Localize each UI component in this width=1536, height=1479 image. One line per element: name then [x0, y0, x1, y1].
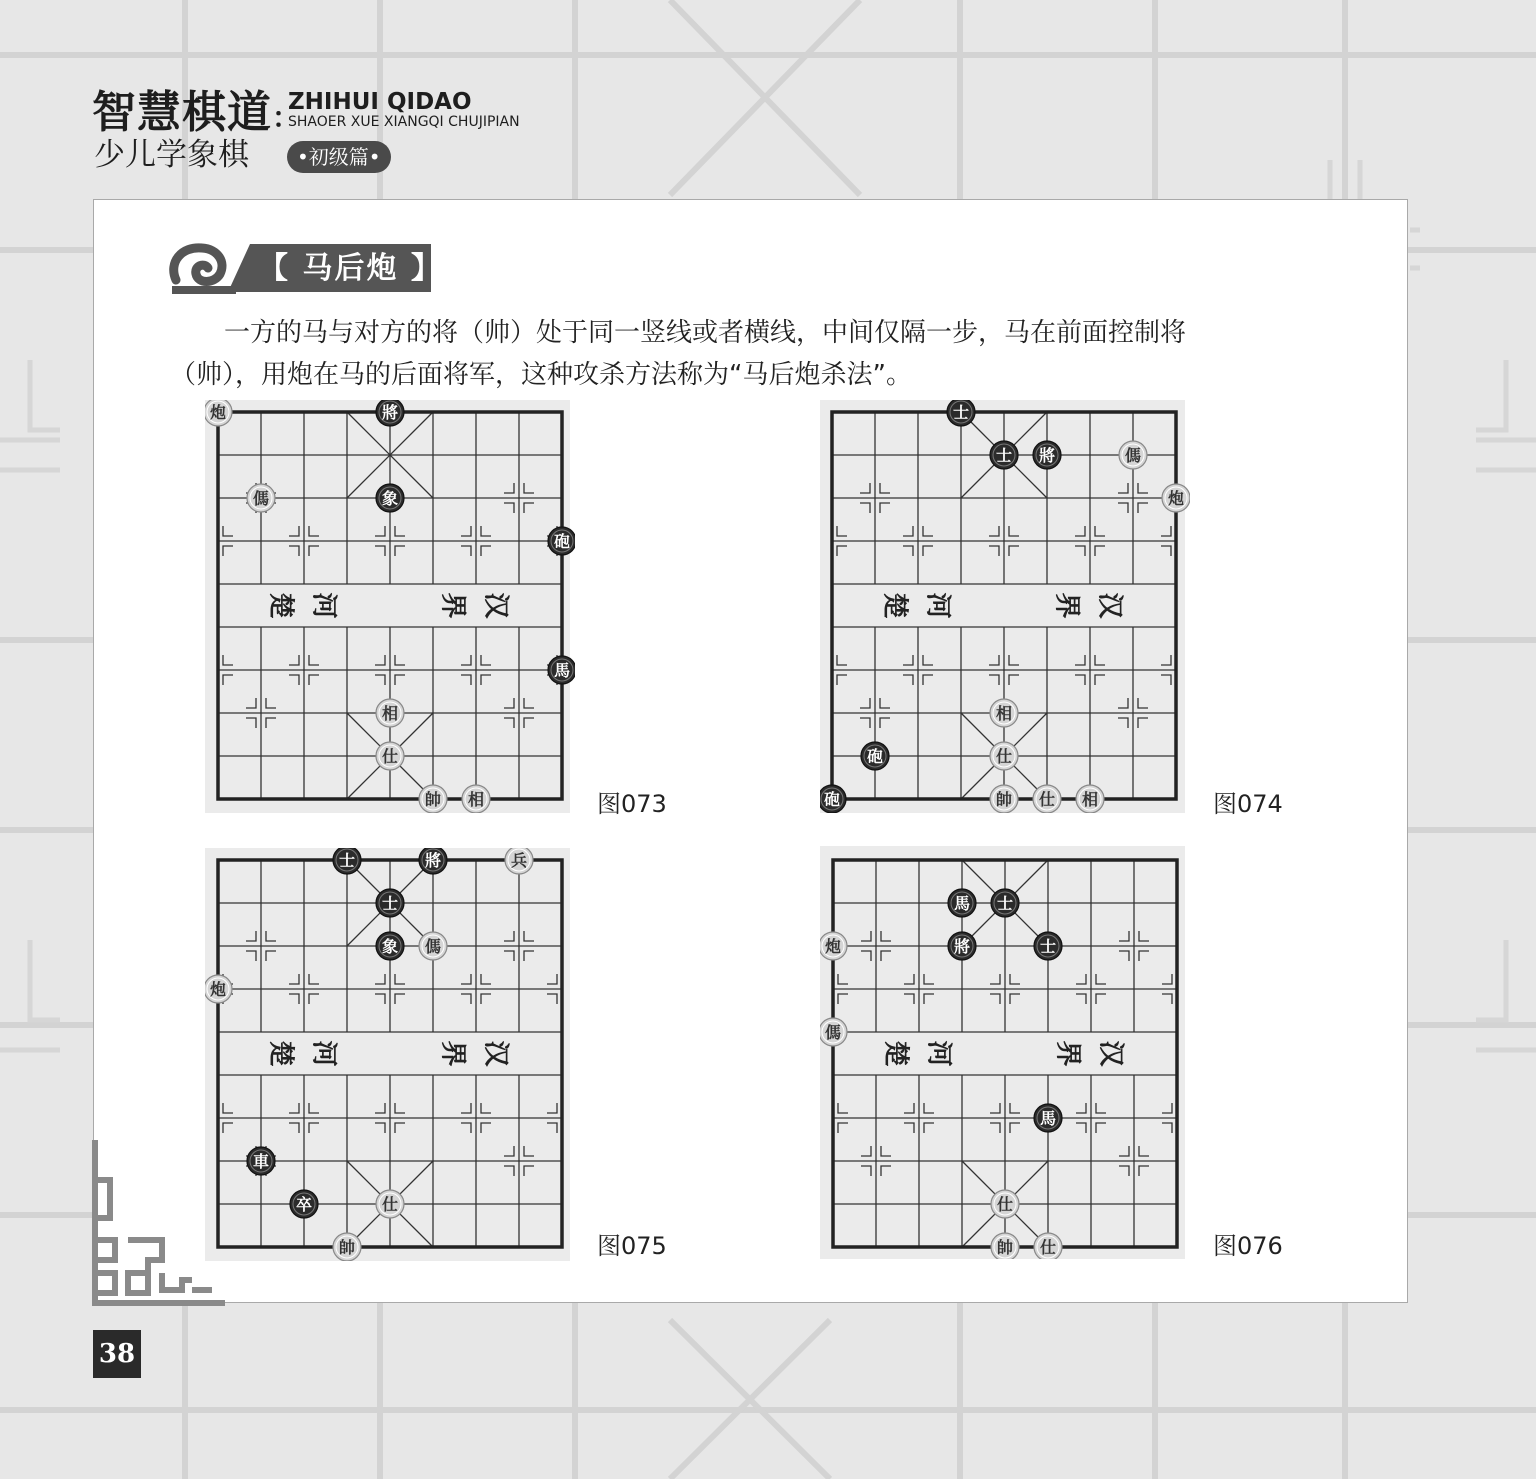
- river-jie: 界: [1052, 1040, 1083, 1067]
- cloud-swirl-icon: [168, 240, 240, 296]
- chess-piece-red: [990, 785, 1018, 813]
- chess-piece-red: [419, 932, 447, 960]
- chess-piece-black: [990, 441, 1018, 469]
- svg-text:仕: 仕: [381, 1195, 399, 1214]
- chess-piece-red: [1033, 785, 1061, 813]
- river-jie: 界: [437, 1040, 468, 1067]
- chess-piece-black: [948, 932, 976, 960]
- svg-text:馬: 馬: [553, 661, 571, 680]
- chess-piece-red: [991, 1190, 1019, 1218]
- chess-piece-red: [1034, 1233, 1062, 1259]
- svg-text:相: 相: [467, 790, 485, 809]
- intro-line-1: 一方的马与对方的将（帅）处于同一竖线或者横线，中间仅隔一步，马在前面控制将: [224, 318, 1187, 348]
- chess-piece-red: [1076, 785, 1104, 813]
- chess-piece-red: [820, 1018, 847, 1046]
- board-diagram-074: [820, 400, 1190, 813]
- chess-piece-black: [1034, 932, 1062, 960]
- svg-text:馬: 馬: [1039, 1109, 1057, 1128]
- svg-text:士: 士: [381, 894, 399, 913]
- svg-text:炮: 炮: [209, 403, 227, 422]
- chess-piece-red: [505, 848, 533, 874]
- svg-text:砲: 砲: [553, 532, 571, 551]
- corner-fret-ornament: [92, 1140, 232, 1310]
- svg-text:傌: 傌: [1124, 446, 1142, 465]
- chess-piece-black: [290, 1190, 318, 1218]
- chess-piece-black: [1033, 441, 1061, 469]
- river-chu: 楚: [265, 1040, 296, 1067]
- chess-piece-black: [1034, 1104, 1062, 1132]
- svg-text:相: 相: [381, 704, 399, 723]
- chess-piece-red: [205, 975, 232, 1003]
- chess-piece-black: [548, 656, 575, 684]
- chess-piece-red: [820, 932, 847, 960]
- chess-piece-red: [1119, 441, 1147, 469]
- chess-piece-black: [333, 848, 361, 874]
- chess-piece-black: [948, 889, 976, 917]
- river-jie: 界: [437, 592, 468, 619]
- chess-piece-black: [947, 400, 975, 426]
- svg-text:帥: 帥: [995, 790, 1013, 809]
- svg-text:相: 相: [995, 704, 1013, 723]
- svg-text:兵: 兵: [510, 851, 528, 870]
- intro-line-2: （帅），用炮在马的后面将军，这种攻杀方法称为“马后炮杀法”。: [170, 360, 912, 390]
- river-he: 河: [922, 592, 953, 619]
- chess-piece-black: [247, 1147, 275, 1175]
- book-title: 少儿学象棋: [94, 137, 249, 173]
- page-number: 38: [93, 1330, 141, 1378]
- svg-text:砲: 砲: [823, 790, 841, 809]
- svg-text:士: 士: [1039, 937, 1057, 956]
- svg-text:帥: 帥: [424, 790, 442, 809]
- river-he: 河: [308, 1040, 339, 1067]
- chess-piece-black: [548, 527, 575, 555]
- figure-label-076: 图076: [1213, 1232, 1283, 1260]
- svg-text:仕: 仕: [995, 747, 1013, 766]
- level-badge: •初级篇•: [287, 141, 391, 173]
- svg-text:仕: 仕: [996, 1195, 1014, 1214]
- figure-label-074: 图074: [1213, 790, 1283, 818]
- svg-text:將: 將: [424, 851, 442, 870]
- svg-text:卒: 卒: [295, 1195, 313, 1214]
- river-han: 汉: [1095, 1040, 1126, 1067]
- svg-text:仕: 仕: [381, 747, 399, 766]
- chess-piece-black: [376, 932, 404, 960]
- svg-text:士: 士: [338, 851, 356, 870]
- book-pinyin: SHAOER XUE XIANGQI CHUJIPIAN: [288, 114, 520, 130]
- chess-piece-red: [990, 742, 1018, 770]
- svg-text:傌: 傌: [824, 1023, 842, 1042]
- svg-text:仕: 仕: [1038, 790, 1056, 809]
- river-he: 河: [923, 1040, 954, 1067]
- river-han: 汉: [1094, 592, 1125, 619]
- chess-piece-red: [990, 699, 1018, 727]
- chess-piece-black: [991, 889, 1019, 917]
- svg-text:馬: 馬: [953, 894, 971, 913]
- svg-text:士: 士: [952, 403, 970, 422]
- svg-text:象: 象: [381, 937, 399, 956]
- svg-text:相: 相: [1081, 790, 1099, 809]
- chess-piece-red: [1162, 484, 1190, 512]
- intro-paragraph: [170, 312, 1365, 396]
- svg-text:車: 車: [252, 1152, 270, 1171]
- chess-piece-black: [376, 400, 404, 426]
- board-diagram-076: [820, 846, 1190, 1259]
- svg-text:傌: 傌: [424, 937, 442, 956]
- svg-text:士: 士: [995, 446, 1013, 465]
- figure-label-073: 图073: [597, 790, 667, 818]
- river-han: 汉: [480, 1040, 511, 1067]
- chess-piece-red: [462, 785, 490, 813]
- chess-piece-red: [376, 742, 404, 770]
- chess-piece-black: [419, 848, 447, 874]
- svg-text:將: 將: [381, 403, 399, 422]
- chess-piece-red: [247, 484, 275, 512]
- board-diagram-073: [205, 400, 575, 813]
- river-han: 汉: [480, 592, 511, 619]
- svg-text:砲: 砲: [866, 747, 884, 766]
- svg-text:炮: 炮: [1167, 489, 1185, 508]
- river-jie: 界: [1051, 592, 1082, 619]
- svg-text:士: 士: [996, 894, 1014, 913]
- chess-piece-black: [376, 484, 404, 512]
- river-chu: 楚: [265, 592, 296, 619]
- svg-text:象: 象: [381, 489, 399, 508]
- series-title: 智慧棋道：: [92, 87, 302, 138]
- svg-text:帥: 帥: [338, 1238, 356, 1257]
- chess-piece-red: [333, 1233, 361, 1261]
- chess-piece-red: [376, 1190, 404, 1218]
- svg-text:炮: 炮: [824, 937, 842, 956]
- board-diagram-075: [205, 848, 575, 1261]
- river-chu: 楚: [879, 592, 910, 619]
- figure-label-075: 图075: [597, 1232, 667, 1260]
- svg-text:帥: 帥: [996, 1238, 1014, 1257]
- chess-piece-black: [376, 889, 404, 917]
- chess-piece-black: [820, 785, 846, 813]
- chess-piece-black: [861, 742, 889, 770]
- series-pinyin: ZHIHUI QIDAO: [288, 89, 472, 115]
- river-he: 河: [308, 592, 339, 619]
- chess-piece-red: [419, 785, 447, 813]
- section-title: 【 马后炮 】: [258, 251, 443, 286]
- chess-piece-red: [991, 1233, 1019, 1259]
- svg-text:將: 將: [1038, 446, 1056, 465]
- svg-text:將: 將: [953, 937, 971, 956]
- svg-text:炮: 炮: [209, 980, 227, 999]
- river-chu: 楚: [880, 1040, 911, 1067]
- svg-text:傌: 傌: [252, 489, 270, 508]
- svg-text:仕: 仕: [1039, 1238, 1057, 1257]
- chess-piece-red: [205, 400, 232, 426]
- chess-piece-red: [376, 699, 404, 727]
